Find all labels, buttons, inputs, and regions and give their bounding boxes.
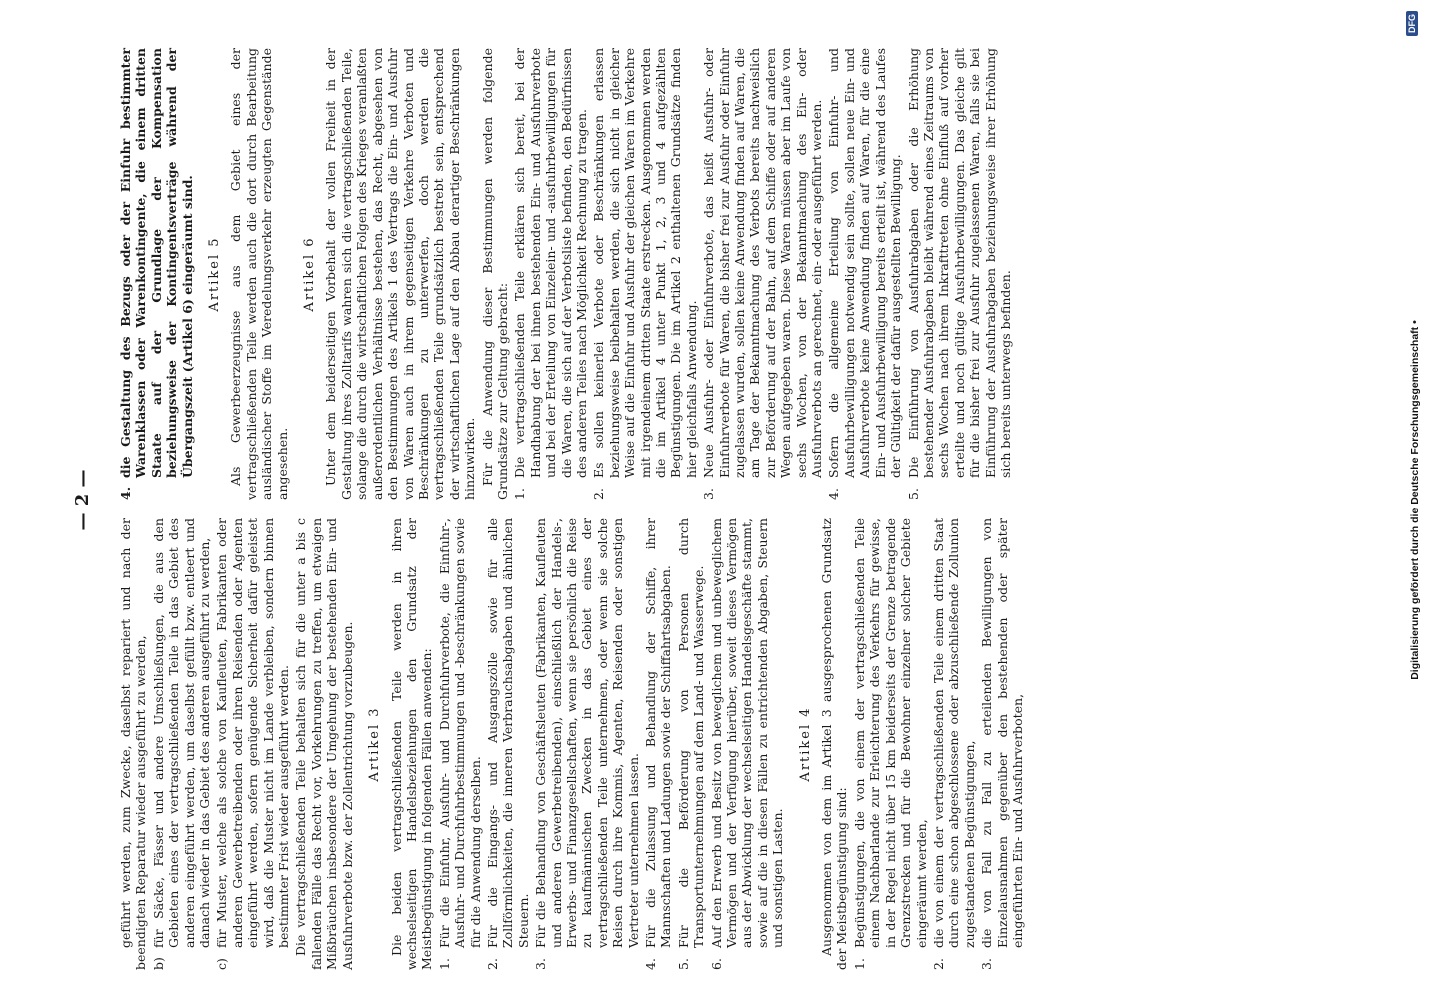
item-marker: 2. [484,958,500,970]
item-text: Für die Behandlung von Geschäftsleuten (Fabrikanten, Kaufleuten und anderen Gewerbetreibenden), einschließlich der Handels-, Erwerbs- und Finanzgesellschaften, wenn sie persönlich die Reise zu kaufmännischen Zwecken in das Gebiet eines der vertragschließenden Teile unternehmen, oder wenn sie solche Reisen durch ihre Kommis, Agenten, Reisenden oder sonstigen Vertreter unternehmen lassen. [533,518,641,948]
item-marker: 2. [591,488,607,500]
item-marker: 1. [851,958,867,970]
article-4-list-continued [118,48,195,500]
article-4-list [852,518,1025,970]
paragraph: Als Gewerbeerzeugnisse aus dem Gebiet eines der vertragschließenden Teile werden auch die dort durch Bearbeitung ausländischer Stoffe im Veredelungsverkehr erzeugten Gegenstände angesehen. [228,48,290,500]
list-item [512,48,589,500]
item-text: Es sollen keinerlei Verbote oder Beschränkungen erlassen beziehungsweise beibehalten werden, die sich nicht in gleicher Weise auf die Einfuhr und Ausfuhr der gleichen Waren im Verkehre mit irgendeinem dritten Staate erstrecken. Ausgenommen werden die im Artikel 4 unter Punkt 1, 2, 3 und 4 aufgezählten Begünstigungen. Die im Artikel 2 enthaltenen Grundsätze finden hier gleichfalls Anwendung. [591,48,699,478]
list-item [437,518,483,970]
item-text: Für die Beförderung von Personen durch Transportunternehmungen auf dem Land- und Wasserwege. [675,518,707,948]
item-text: Für die Eingangs- und Ausgangszölle sowie für alle Zollförmlichkeiten, die inneren Verbrauchsabgaben und ähnlichen Steuern. [484,518,531,948]
left-column [118,518,1027,970]
item-marker: 5. [675,958,691,970]
list-item [709,518,786,970]
list-item [533,518,641,970]
item-marker: 4. [643,958,658,970]
item-marker: 1. [512,488,528,500]
list-item [214,518,291,970]
item-text: Für die Zulassung und Behandlung der Schiffe, ihrer Mannschaften und Ladungen sowie der Schiffahrtsabgaben. [643,518,674,948]
item-text: für Säcke, Fässer und andere Umschließungen, die aus den Gebieten eines der vertragschließenden Teile in das Gebiet des anderen eingeführt werden, um daselbst gefüllt bzw. entleert und danach wieder in das Gebiet des anderen ausgeführt zu werden, [150,518,213,948]
list-item [979,518,1025,970]
item-marker: 3. [979,958,995,970]
paragraph: Ausgenommen von dem im Artikel 3 ausgesprochenen Grundsatz der Meistbegünstigung sind: [819,518,850,970]
item-marker: 5. [905,488,921,500]
list-item [826,48,903,500]
article-4-heading: Artikel 4 [797,706,813,782]
paragraph: Für die Anwendung dieser Bestimmungen werden folgende Grundsätze zur Geltung gebracht: [479,48,510,500]
item-marker: c) [214,958,230,970]
list-item [852,518,929,970]
item-marker: 1. [436,958,452,970]
item-marker: 2. [930,958,946,970]
item-text: die Gestaltung des Bezugs oder der Einfuhr bestimmter Warenklassen oder Warenkontingente, die einem dritten Staate auf der Grundlage der Kompensation beziehungsweise der Kontingentsverträge während der Übergangszeit (Artikel 6) eingeräumt sind. [118,48,195,478]
article-6-list [512,48,1013,500]
list-item [151,518,213,970]
digitization-note: Digitalisierung gefördert durch die Deutsche Forschungsgemeinschaft • [1409,320,1421,680]
item-text: Begünstigungen, die von einem der vertragschließenden Teile einem Nachbarlande zur Erleichterung des Verkehrs für gewisse, in der Regel nicht über 15 km beiderseits der Grenze betragende Grenzstrecken und für die Bewohner einzelner solcher Gebiete eingeräumt werden, [851,518,929,948]
item-text: Auf den Erwerb und Besitz von beweglichem und unbeweglichem Vermögen und der Verfügung hierüber, soweit dieses Vermögen aus der Abwicklung der wechselseitigen Handelsgeschäfte stammt, sowie auf die in diesen Fällen zu entrichtenden Abgaben, Steuern und sonstigen Lasten. [708,518,786,948]
article-3-list [437,518,786,970]
article-5-heading: Artikel 5 [207,236,223,312]
item-text: Sofern die allgemeine Erteilung von Einfuhr- und Ausfuhrbewilligungen notwendig sein sollte, sollen neue Ein- und Ausfuhrverbote keine Anwendung finden auf Waren, für die eine Ein- und Ausfuhrbewilligung bereits erteilt ist, während des Laufes der Gültigkeit der dafür ausgestellten Bewilligung. [826,48,904,478]
item-text: Für die Einfuhr, Ausfuhr- und Durchfuhrverbote, die Einfuhr-, Ausfuhr- und Durchfuhrbestimmungen und -beschränkungen sowie für die Anwendung derselben. [436,518,483,948]
list-item [931,518,977,970]
item-marker: b) [150,957,166,970]
list-item [118,48,195,500]
item-marker: 4. [118,486,133,500]
right-column [118,48,1015,500]
list-item [676,518,707,970]
item-text: die von Fall zu Fall zu erteilenden Bewilligungen von Einzelausnahmen gegenüber den bestehenden oder später eingeführten Ein- und Ausfuhrverboten, [979,518,1025,948]
item-marker: 4. [826,488,842,500]
list-item [591,48,699,500]
list-item [701,48,824,500]
item-text: Die Einführung von Ausfuhrabgaben oder die Erhöhung bestehender Ausfuhrabgaben bleibt während eines Zeitraums von sechs Wochen nach ihrem Inkrafttreten ohne Einfluß auf vorher erteilte und noch gültige Ausfuhrbewilligungen. Das gleiche gilt für die bisher frei zur Ausfuhr zugelassenen Waren, falls sie bei Einführung der Ausfuhrabgaben beziehungsweise ihrer Erhöhung sich bereits unterwegs befinden. [905,48,1013,478]
item-text: Die vertragschließenden Teile erklären sich bereit, bei der Handhabung der bei ihnen bestehenden Ein- und Ausfuhrverbote und bei der Erteilung von Einzelein- und -ausfuhrbewilligungen für die Waren, die sich auf der Verbotsliste befinden, den Bedürfnissen des anderen Teiles nach Möglichkeit Rechnung zu tragen. [512,48,589,478]
paragraph: Die vertragschließenden Teile behalten sich für die unter a bis c fallenden Fälle das Recht vor, Vorkehrungen zu treffen, um etwaigen Mißbräuchen insbesondere der Umgehung der bestehenden Ein- und Ausfuhrverbote bzw. der Zollentrichtung vorzubeugen. [293,518,355,970]
dfg-logo: DFG [1406,11,1418,36]
item-marker: 6. [708,958,724,970]
article-3-heading: Artikel 3 [367,706,383,782]
list-item [485,518,531,970]
paragraph: Unter dem beiderseitigen Vorbehalt der vollen Freiheit in der Gestaltung ihres Zolltarifs wahren sich die vertragschließenden Teile, solange die durch die wirtschaftlichen Folgen des Krieges veranlaßten außerordentlichen Verhältnisse bestehen, das Recht, abgesehen von den Bestimmungen des Artikels 1 des Vertrags die Ein- und Ausfuhr von Waren auch in ihrem gegenseitigen Verkehre Verboten und Beschränkungen zu unterwerfen, doch werden die vertragschließenden Teile grundsätzlich bestrebt sein, entsprechend der wirtschaftlichen Lage auf den Abbau derartiger Beschränkungen hinzuwirken. [323,48,478,500]
item-marker: 3. [701,488,717,500]
item-text: Neue Ausfuhr- oder Einfuhrverbote, das heißt Ausfuhr- oder Einfuhrverbote für Waren, die bisher frei zur Ausfuhr oder Einfuhr zugelassen wurden, sollen keine Anwendung finden auf Waren, die am Tage der Bekanntmachung des Verbots bereits nachweislich zur Beförderung auf der Bahn, auf dem Schiffe oder auf anderen Wegen aufgegeben waren. Diese Waren müssen aber im Laufe von sechs Wochen, von der Bekanntmachung des Ein- oder Ausfuhrverbots an gerechnet, ein- oder ausgeführt werden. [701,48,825,478]
item-marker: 3. [533,958,549,970]
item-text: für Muster, welche als solche von Kaufleuten, Fabrikanten oder anderen Gewerbetreibenden oder ihren Reisenden oder Agenten eingeführt werden, sofern genügende Sicherheit dafür geleistet wird, daß die Muster nicht im Lande verbleiben, sondern binnen bestimmter Frist wieder ausgeführt werden. [214,518,292,948]
continued-text: geführt werden, zum Zwecke, daselbst repariert und nach der beendigten Reparatur wieder ausgeführt zu werden, [118,518,149,970]
article-6-heading: Artikel 6 [302,236,318,312]
list-item [643,518,674,970]
paragraph: Die beiden vertragschließenden Teile werden in ihren wechselseitigen Handelsbeziehungen den Grundsatz der Meistbegünstigung in folgenden Fällen anwenden: [388,518,435,970]
page-number: — 2 — [72,469,93,531]
list-item [906,48,1014,500]
item-text: die von einem der vertragschließenden Teile einem dritten Staat durch eine schon abgeschlossene oder abzuschließende Zollunion zugestandenen Begünstigungen, [930,518,977,948]
